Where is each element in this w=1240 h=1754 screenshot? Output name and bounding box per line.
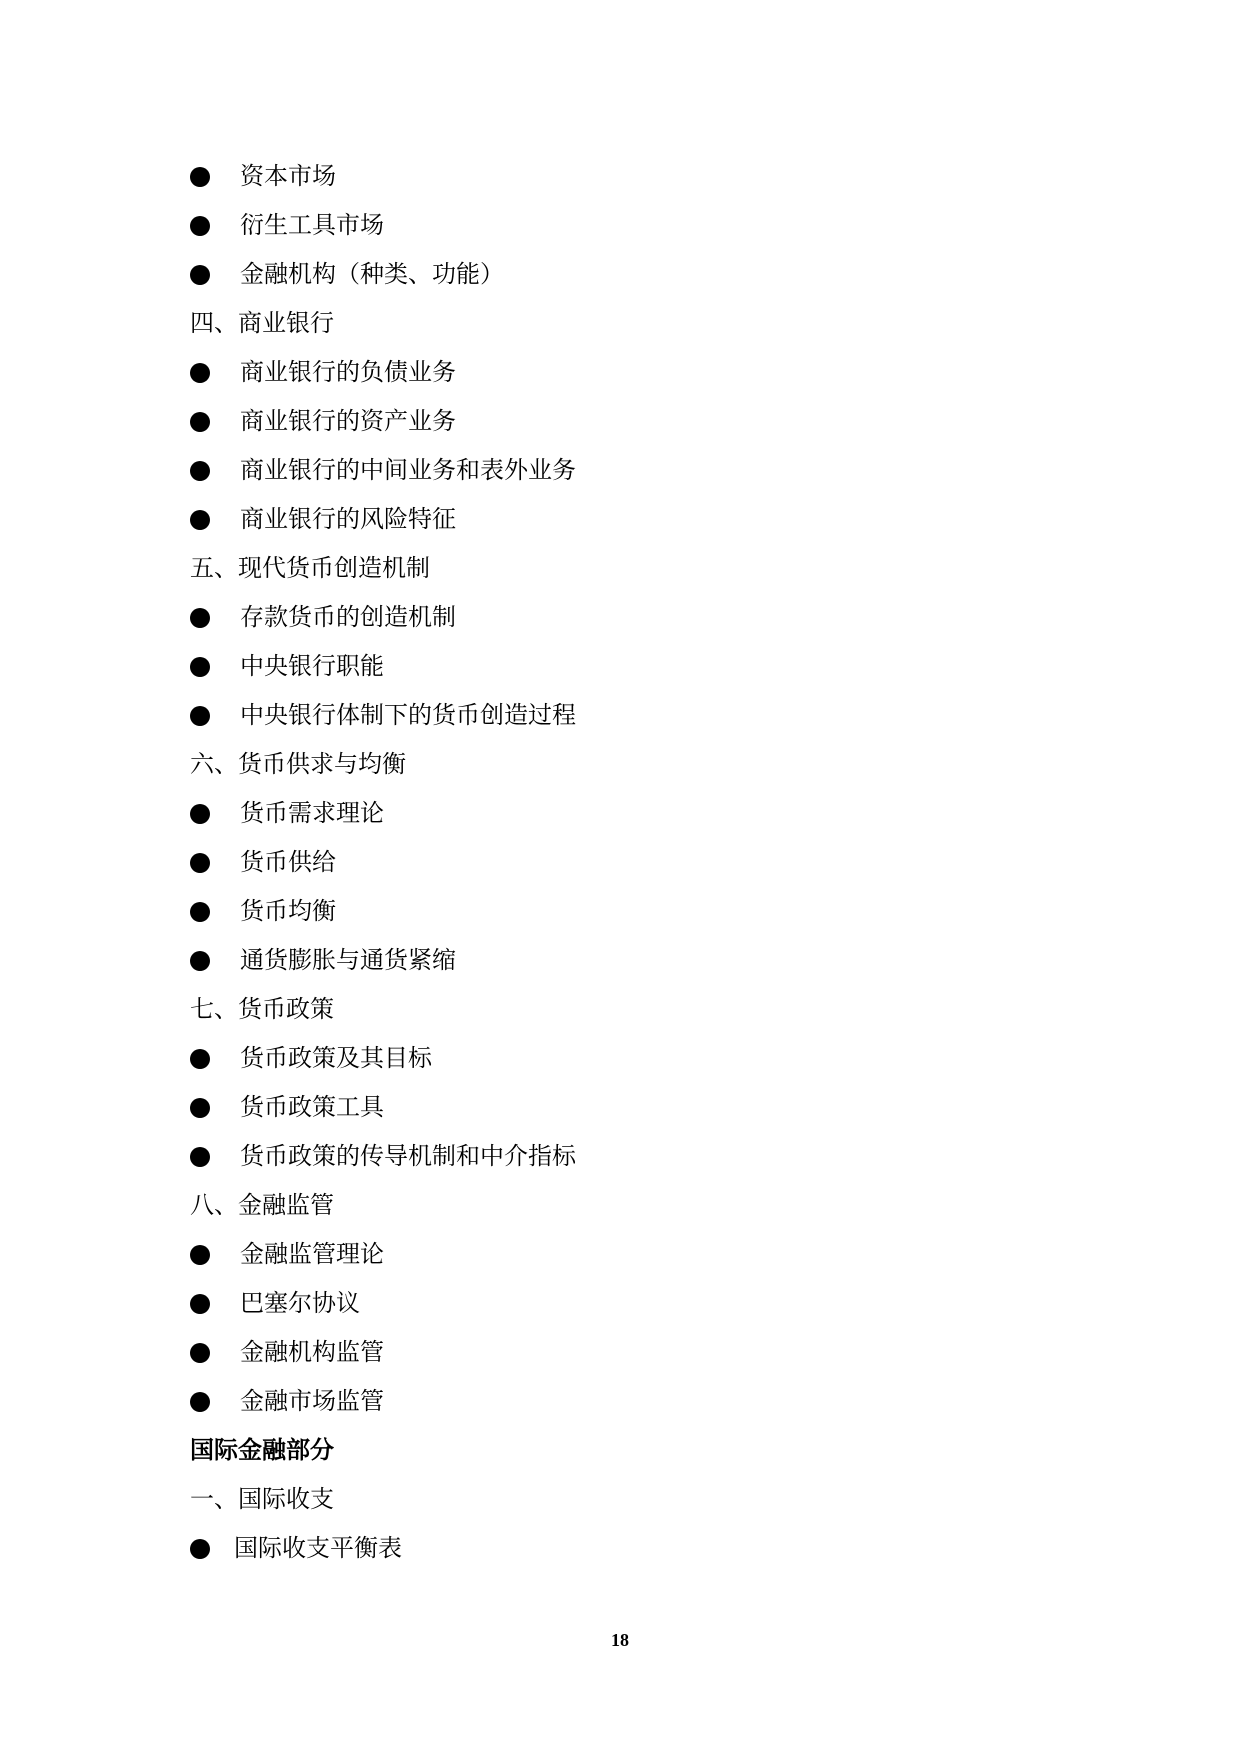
list-item-text: 通货膨胀与通货紧缩 — [240, 946, 456, 974]
list-item-text: 商业银行的负债业务 — [240, 358, 456, 386]
list-item-text: 金融机构（种类、功能） — [240, 260, 504, 288]
list-item — [190, 397, 1090, 446]
heading-text: 四、商业银行 — [190, 309, 334, 337]
list-item-text: 中央银行体制下的货币创造过程 — [240, 701, 576, 729]
bullet-icon — [190, 167, 210, 187]
list-item-text: 存款货币的创造机制 — [240, 603, 456, 631]
bullet-icon — [190, 1147, 210, 1167]
bullet-icon — [190, 657, 210, 677]
heading-text: 七、货币政策 — [190, 995, 334, 1023]
list-item — [190, 152, 1090, 201]
heading-text: 一、国际收支 — [190, 1485, 334, 1513]
list-item-text: 货币政策及其目标 — [240, 1044, 432, 1072]
list-item — [190, 1083, 1090, 1132]
page-number: 18 — [611, 1630, 629, 1650]
bullet-icon — [190, 363, 210, 383]
bullet-icon — [190, 804, 210, 824]
heading-text: 六、货币供求与均衡 — [190, 750, 406, 778]
list-item-text: 商业银行的资产业务 — [240, 407, 456, 435]
heading-text: 八、金融监管 — [190, 1191, 334, 1219]
bullet-icon — [190, 265, 210, 285]
list-item — [190, 838, 1090, 887]
list-item-text: 货币均衡 — [240, 897, 336, 925]
section-heading — [190, 985, 1090, 1034]
list-item-text: 金融机构监管 — [240, 1338, 384, 1366]
bullet-icon — [190, 1294, 210, 1314]
list-item-text: 金融监管理论 — [240, 1240, 384, 1268]
bullet-icon — [190, 1098, 210, 1118]
list-item — [190, 348, 1090, 397]
list-item — [190, 887, 1090, 936]
list-item — [190, 1524, 1090, 1573]
list-item — [190, 1328, 1090, 1377]
list-item — [190, 1377, 1090, 1426]
section-heading — [190, 544, 1090, 593]
bullet-icon — [190, 706, 210, 726]
section-heading — [190, 1475, 1090, 1524]
list-item — [190, 446, 1090, 495]
list-item-text: 国际收支平衡表 — [234, 1534, 402, 1562]
list-item — [190, 1034, 1090, 1083]
list-item — [190, 691, 1090, 740]
list-item-text: 巴塞尔协议 — [240, 1289, 360, 1317]
list-item-text: 货币供给 — [240, 848, 336, 876]
list-item — [190, 789, 1090, 838]
heading-text: 五、现代货币创造机制 — [190, 554, 430, 582]
list-item-text: 中央银行职能 — [240, 652, 384, 680]
part-title — [190, 1426, 1090, 1475]
bullet-icon — [190, 1049, 210, 1069]
list-item-text: 金融市场监管 — [240, 1387, 384, 1415]
list-item — [190, 250, 1090, 299]
bullet-icon — [190, 461, 210, 481]
list-item — [190, 1132, 1090, 1181]
list-item-text: 资本市场 — [240, 162, 336, 190]
bullet-icon — [190, 1343, 210, 1363]
list-item — [190, 642, 1090, 691]
bullet-icon — [190, 1539, 210, 1559]
bullet-icon — [190, 510, 210, 530]
part-title-text: 国际金融部分 — [190, 1436, 334, 1464]
bullet-icon — [190, 608, 210, 628]
list-item-text: 商业银行的风险特征 — [240, 505, 456, 533]
list-item — [190, 495, 1090, 544]
list-item — [190, 593, 1090, 642]
list-item — [190, 936, 1090, 985]
list-item-text: 货币政策工具 — [240, 1093, 384, 1121]
bullet-icon — [190, 412, 210, 432]
list-item — [190, 1230, 1090, 1279]
section-heading — [190, 740, 1090, 789]
list-item — [190, 201, 1090, 250]
bullet-icon — [190, 1392, 210, 1412]
bullet-icon — [190, 951, 210, 971]
list-item-text: 商业银行的中间业务和表外业务 — [240, 456, 576, 484]
list-item-text: 货币需求理论 — [240, 799, 384, 827]
list-item-text: 衍生工具市场 — [240, 211, 384, 239]
outline-list — [190, 152, 1090, 1573]
list-item-text: 货币政策的传导机制和中介指标 — [240, 1142, 576, 1170]
bullet-icon — [190, 853, 210, 873]
bullet-icon — [190, 902, 210, 922]
list-item — [190, 1279, 1090, 1328]
bullet-icon — [190, 216, 210, 236]
section-heading — [190, 1181, 1090, 1230]
section-heading — [190, 299, 1090, 348]
bullet-icon — [190, 1245, 210, 1265]
